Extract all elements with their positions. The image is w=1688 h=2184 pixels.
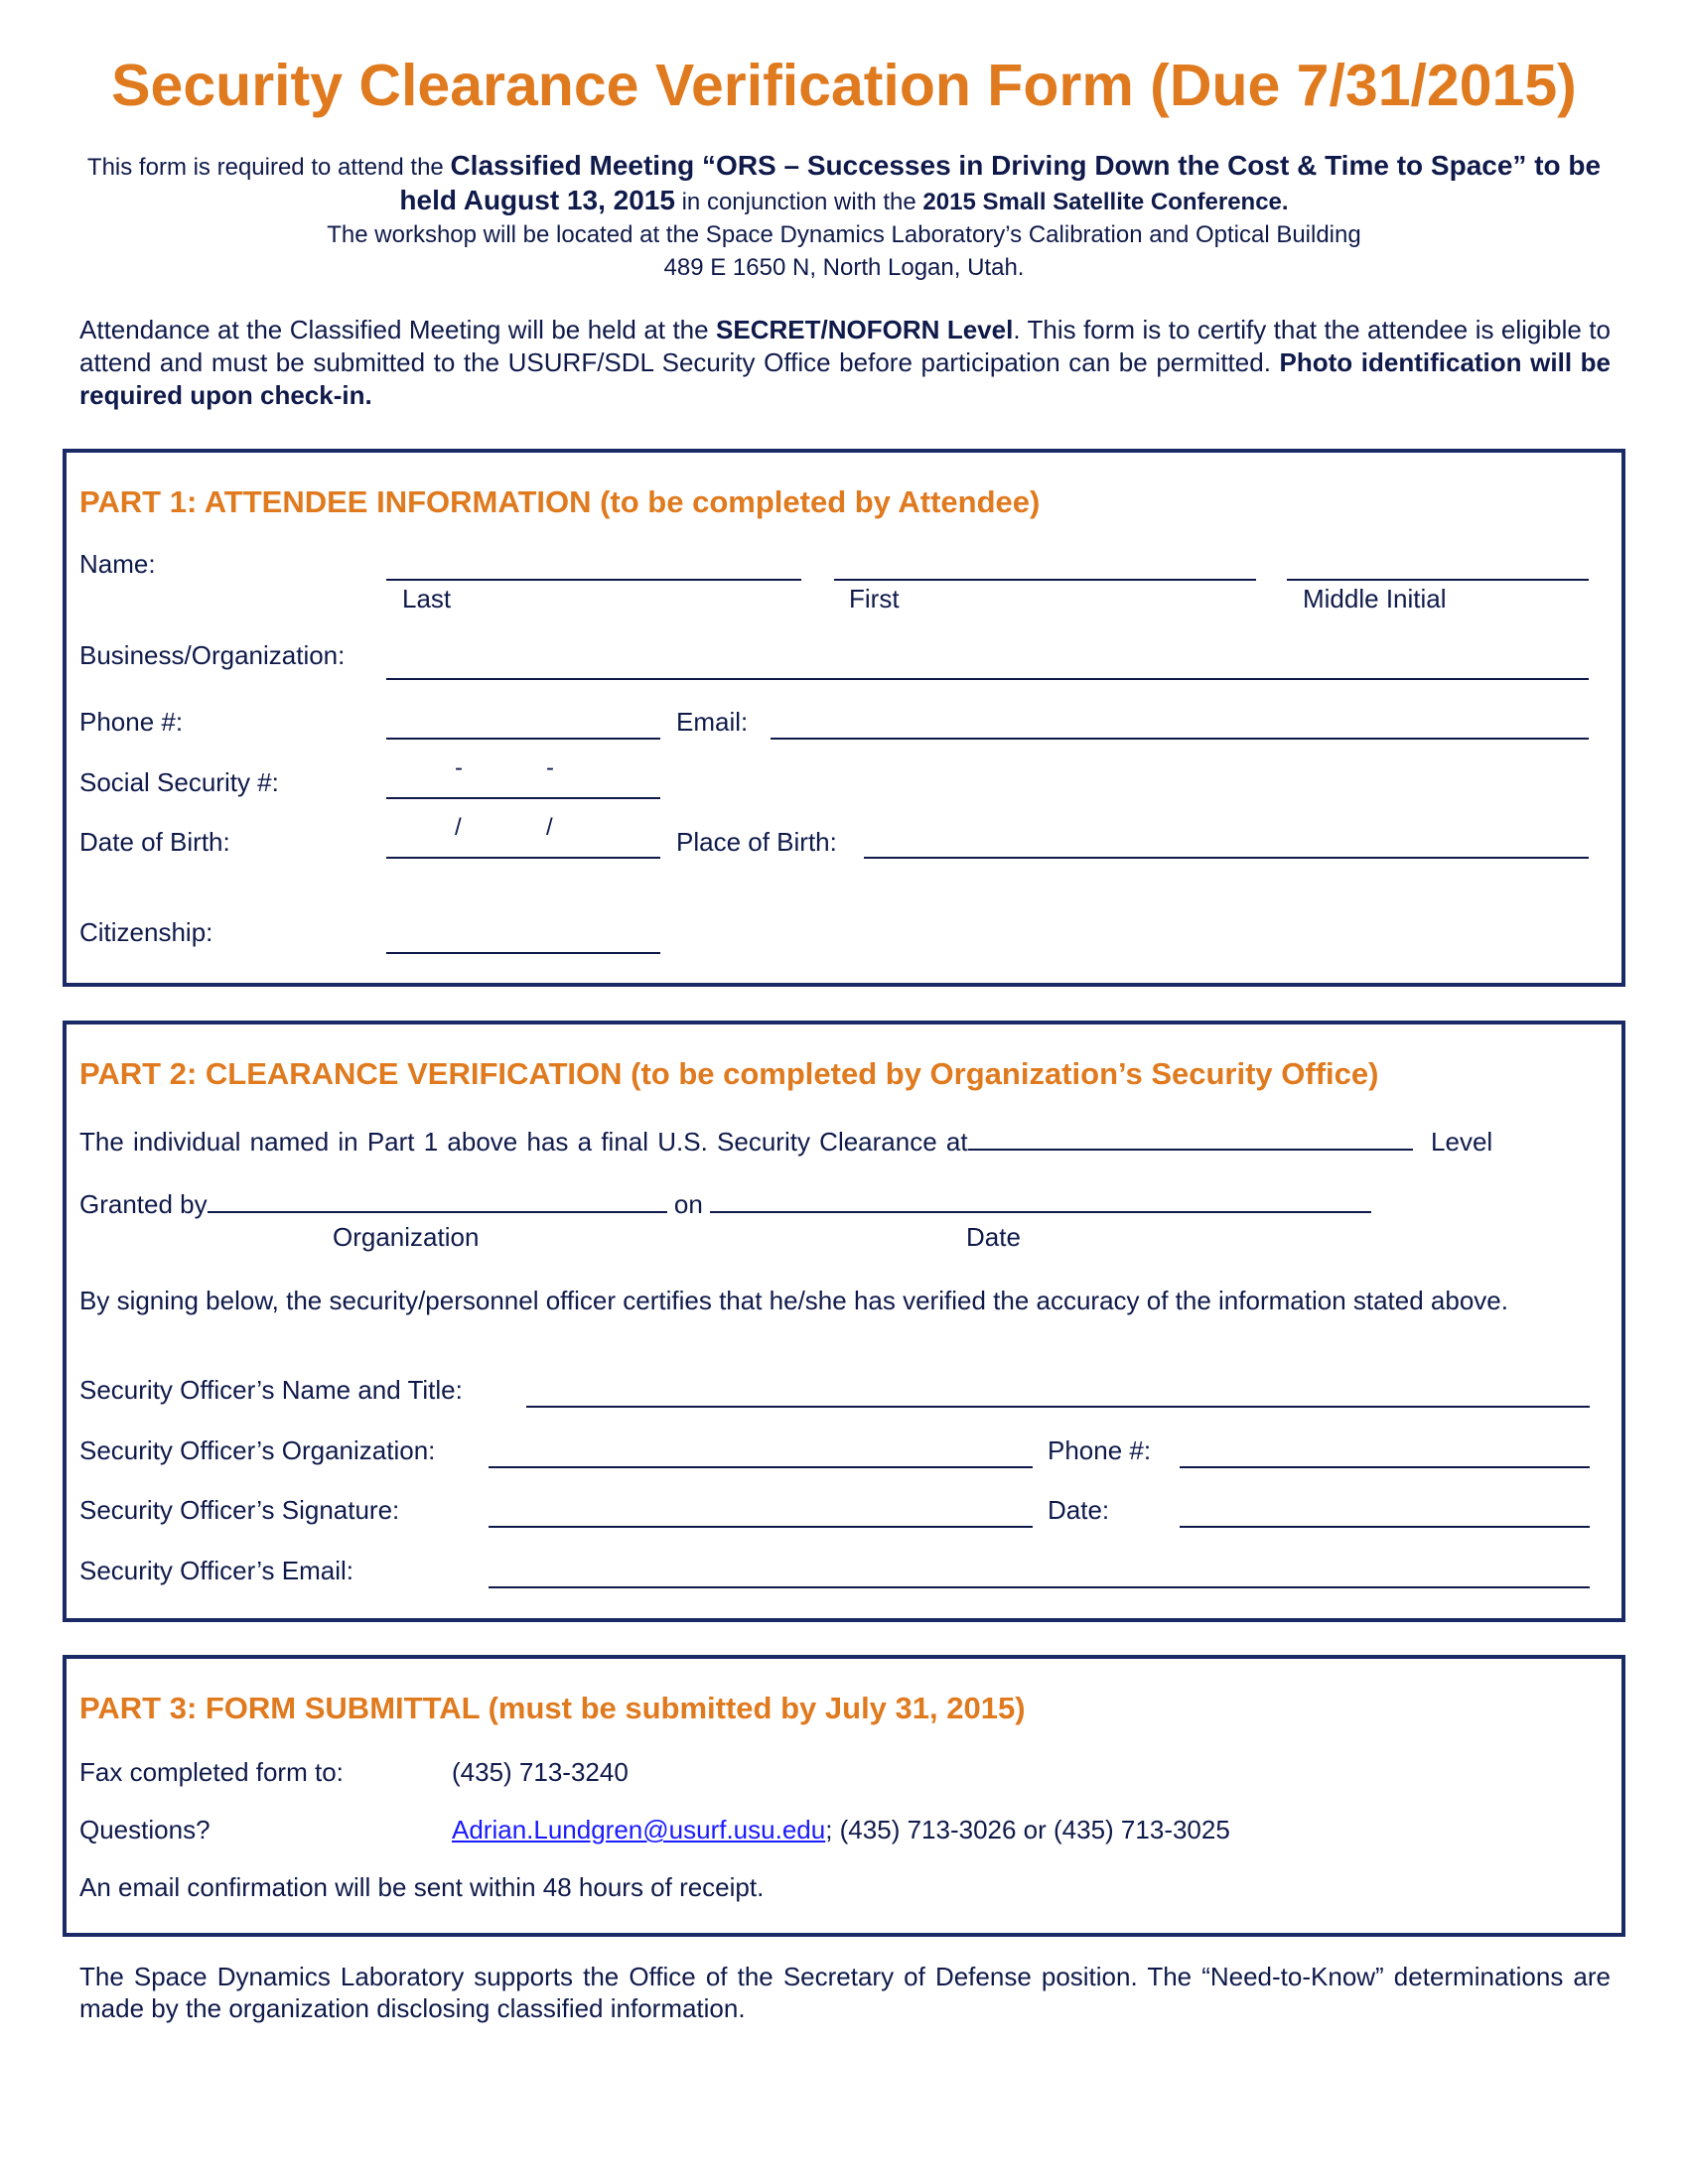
officer-name-field[interactable] [526, 1406, 1590, 1408]
dob-separator-1: / [455, 814, 462, 841]
certify-text: By signing below, the security/personnel officer certifies that he/she has verified the accuracy of the information stated above. [79, 1286, 1508, 1315]
dob-field[interactable] [386, 857, 660, 859]
confirmation-text: An email confirmation will be sent within 48 hours of receipt. [79, 1872, 765, 1902]
questions-label: Questions? [79, 1815, 211, 1844]
intro-prefix: This form is required to attend the [86, 154, 451, 181]
officer-date-label: Date: [1048, 1495, 1110, 1525]
granting-organization-field[interactable] [208, 1189, 667, 1213]
ssn-field[interactable] [386, 797, 660, 799]
business-field[interactable] [386, 678, 1589, 680]
footer-text: The Space Dynamics Laboratory supports the Office of the Secretary of Defense position. The “Need-to-Know” determinations are made by the organization disclosing classified information. [79, 1962, 1611, 2023]
location-line: The workshop will be located at the Space Dynamics Laboratory’s Calibration and Optical Building [327, 221, 1361, 248]
email-label: Email: [676, 707, 749, 737]
last-caption: Last [402, 584, 452, 614]
pob-field[interactable] [864, 857, 1589, 859]
intro-block [79, 149, 1609, 284]
date-caption: Date [966, 1222, 1021, 1252]
clearance-level: SECRET/NOFORN Level [716, 315, 1014, 344]
attendance-text-after: . This form is to certify that the attendee is eligible to attend and must be submitted to the USURF/SDL Security Office before participation can be permitted. [79, 315, 1611, 377]
last-name-field[interactable] [386, 579, 801, 581]
officer-date-field[interactable] [1180, 1526, 1590, 1528]
officer-org-label: Security Officer’s Organization: [79, 1435, 436, 1465]
meeting-name: Classified Meeting “ORS – Successes in Driving Down the Cost & Time to Space” to be held August 13, 2015 [399, 150, 1602, 215]
contact-email-link[interactable]: Adrian.Lundgren@usurf.usu.edu [452, 1815, 826, 1844]
part1-title: PART 1: ATTENDEE INFORMATION (to be completed by Attendee) [79, 484, 1041, 519]
email-field[interactable] [771, 738, 1589, 740]
fax-number: (435) 713-3240 [452, 1757, 629, 1787]
contact-phones: ; (435) 713-3026 or (435) 713-3025 [825, 1815, 1230, 1844]
officer-phone-field[interactable] [1180, 1466, 1590, 1468]
officer-email-label: Security Officer’s Email: [79, 1556, 353, 1585]
granted-statement [79, 1189, 1371, 1220]
citizenship-label: Citizenship: [79, 917, 213, 947]
dob-separator-2: / [546, 814, 553, 841]
middle-initial-field[interactable] [1287, 579, 1589, 581]
part3-title: PART 3: FORM SUBMITTAL (must be submitted by July 31, 2015) [79, 1691, 1026, 1725]
officer-signature-label: Security Officer’s Signature: [79, 1495, 400, 1525]
officer-org-field[interactable] [489, 1466, 1033, 1468]
address-line: 489 E 1650 N, North Logan, Utah. [663, 254, 1025, 281]
ssn-label: Social Security #: [79, 767, 279, 797]
attendance-paragraph [79, 314, 1611, 412]
officer-email-field[interactable] [489, 1586, 1590, 1588]
part1-box [63, 449, 1625, 987]
dob-label: Date of Birth: [79, 827, 230, 857]
clearance-statement [79, 1127, 1492, 1158]
officer-signature-field[interactable] [489, 1526, 1033, 1528]
on-word: on [673, 1189, 703, 1219]
business-label: Business/Organization: [79, 640, 346, 670]
form-title: Security Clearance Verification Form (Due 7/31/2015) [111, 53, 1577, 118]
phone-label: Phone #: [79, 707, 184, 737]
part2-title: PART 2: CLEARANCE VERIFICATION (to be completed by Organization’s Security Office) [79, 1056, 1379, 1091]
officer-phone-label: Phone #: [1048, 1435, 1152, 1465]
conference-name: 2015 Small Satellite Conference. [922, 189, 1289, 215]
granted-by-text: Granted by [79, 1189, 208, 1219]
level-word: Level [1431, 1127, 1493, 1157]
phone-field[interactable] [386, 738, 660, 740]
clearance-level-field[interactable] [968, 1127, 1413, 1151]
first-name-field[interactable] [834, 579, 1256, 581]
intro-mid: in conjunction with the [674, 189, 923, 215]
part2-box [63, 1021, 1625, 1622]
first-caption: First [849, 584, 900, 614]
middle-caption: Middle Initial [1303, 584, 1447, 614]
pob-label: Place of Birth: [676, 827, 837, 857]
officer-name-label: Security Officer’s Name and Title: [79, 1375, 463, 1405]
grant-date-field[interactable] [710, 1189, 1371, 1213]
ssn-separator-1: - [455, 754, 463, 781]
attendance-text-before: Attendance at the Classified Meeting will be held at the [79, 315, 717, 344]
organization-caption: Organization [333, 1222, 480, 1252]
citizenship-field[interactable] [386, 952, 660, 954]
photo-id-note: Photo identification will be required upon check-in. [79, 347, 1611, 410]
contact-info [452, 1815, 1230, 1845]
ssn-separator-2: - [546, 754, 554, 781]
fax-label: Fax completed form to: [79, 1757, 344, 1787]
clearance-text: The individual named in Part 1 above has a final U.S. Security Clearance at [79, 1127, 968, 1157]
name-label: Name: [79, 549, 156, 579]
